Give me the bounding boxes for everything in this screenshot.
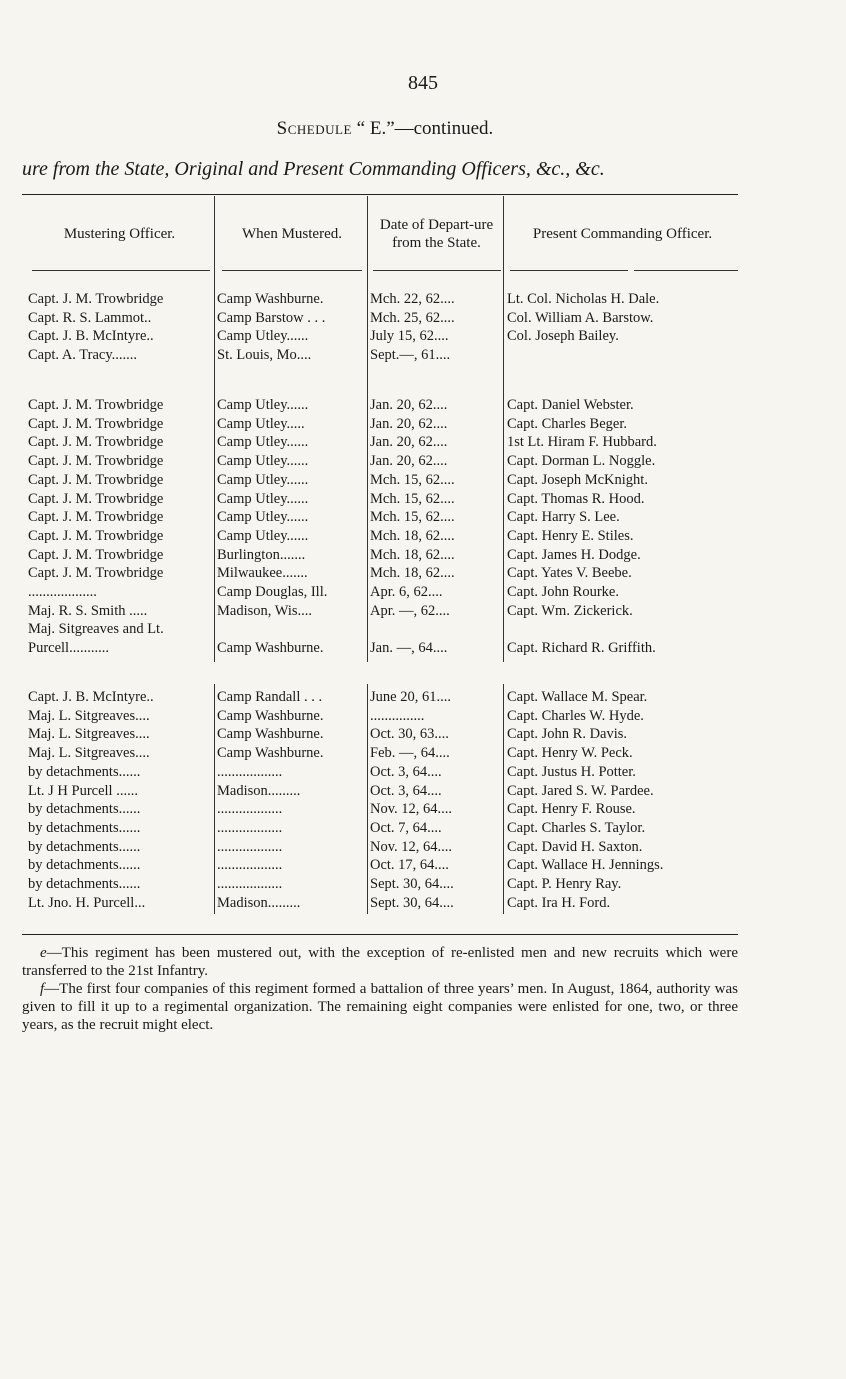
table-row <box>0 602 846 621</box>
table-row <box>0 415 846 434</box>
cell-mustering-officer: by detachments...... <box>28 838 141 855</box>
table-row <box>0 744 846 763</box>
cell-departure-date: June 20, 61.... <box>370 689 451 705</box>
cell-when-mustered: Camp Barstow . . . <box>217 309 326 326</box>
cell-present-officer: Capt. Wallace M. Spear. <box>507 689 648 705</box>
table-row <box>0 396 846 415</box>
cell-mustering-officer: by detachments...... <box>28 763 141 780</box>
cell-present-officer: 1st Lt. Hiram F. Hubbard. <box>507 434 657 451</box>
table-row <box>0 707 846 726</box>
header-present-commanding: Present Commanding Officer. <box>532 226 713 242</box>
table-row <box>0 433 846 452</box>
cell-present-officer: Capt. John R. Davis. <box>507 726 628 743</box>
table-row <box>0 894 846 913</box>
cell-when-mustered: Camp Washburne. <box>217 707 324 724</box>
cell-mustering-officer: Capt. J. M. Trowbridge <box>28 471 164 488</box>
cell-departure-date: Apr. —, 62.... <box>370 602 450 619</box>
cell-when-mustered: Camp Washburne. <box>217 291 324 307</box>
cell-mustering-officer: Capt. J. B. McIntyre.. <box>28 689 154 705</box>
cell-present-officer: Capt. Henry E. Stiles. <box>507 527 634 544</box>
cell-present-officer: Capt. Charles S. Taylor. <box>507 819 646 836</box>
header-underline-4a <box>510 270 628 271</box>
footnote-f <box>22 980 738 1034</box>
table-subtitle: ure from the State, Original and Present Commanding Officers, &c., &c. <box>22 158 605 180</box>
cell-present-officer: Capt. Richard R. Griffith. <box>507 640 656 657</box>
cell-mustering-officer: Maj. L. Sitgreaves.... <box>28 707 150 724</box>
cell-mustering-officer: Maj. Sitgreaves and Lt. <box>28 621 164 638</box>
cell-mustering-officer: Capt. J. M. Trowbridge <box>28 453 164 470</box>
table-row <box>0 508 846 527</box>
cell-present-officer: Capt. Dorman L. Noggle. <box>507 453 656 470</box>
cell-present-officer: Capt. Charles W. Hyde. <box>507 707 644 724</box>
cell-departure-date: Oct. 7, 64.... <box>370 819 442 836</box>
cell-when-mustered: Camp Utley...... <box>217 453 309 470</box>
table-row <box>0 527 846 546</box>
cell-present-officer: Capt. Jared S. W. Pardee. <box>507 782 654 799</box>
cell-when-mustered: Madison......... <box>217 782 301 799</box>
cell-when-mustered: Camp Utley...... <box>217 328 309 345</box>
cell-when-mustered: Camp Utley..... <box>217 415 305 432</box>
cell-departure-date: Mch. 25, 62.... <box>370 309 455 326</box>
schedule-title-rest: “ E.”—continued. <box>351 118 494 139</box>
cell-departure-date: Mch. 18, 62.... <box>370 546 455 563</box>
table-row <box>0 725 846 744</box>
cell-departure-date: Mch. 15, 62.... <box>370 490 455 507</box>
cell-when-mustered: St. Louis, Mo.... <box>217 347 312 364</box>
cell-departure-date: Mch. 15, 62.... <box>370 509 455 526</box>
cell-mustering-officer: Capt. J. M. Trowbridge <box>28 490 164 507</box>
cell-departure-date: Feb. —, 64.... <box>370 745 450 762</box>
table-row <box>0 327 846 346</box>
cell-mustering-officer: Capt. J. M. Trowbridge <box>28 509 164 526</box>
cell-departure-date: Sept.—, 61.... <box>370 347 451 364</box>
table-row <box>0 490 846 509</box>
table-row <box>0 838 846 857</box>
cell-departure-date: Apr. 6, 62.... <box>370 584 443 600</box>
cell-departure-date: Oct. 17, 64.... <box>370 857 449 874</box>
cell-departure-date: Sept. 30, 64.... <box>370 876 454 892</box>
cell-departure-date: Nov. 12, 64.... <box>370 801 453 818</box>
cell-present-officer: Capt. Harry S. Lee. <box>507 509 620 526</box>
cell-when-mustered: Camp Utley...... <box>217 527 309 544</box>
cell-when-mustered: Camp Washburne. <box>217 640 324 657</box>
cell-mustering-officer: Maj. R. S. Smith ..... <box>28 602 148 619</box>
cell-present-officer: Capt. Ira H. Ford. <box>507 894 611 911</box>
cell-mustering-officer: Capt. J. M. Trowbridge <box>28 291 164 307</box>
footnotes <box>22 944 738 1034</box>
cell-present-officer: Col. Joseph Bailey. <box>507 328 619 345</box>
cell-present-officer: Capt. Thomas R. Hood. <box>507 490 645 507</box>
cell-when-mustered: Camp Utley...... <box>217 434 309 451</box>
cell-mustering-officer: Lt. Jno. H. Purcell... <box>28 894 146 911</box>
cell-when-mustered: .................. <box>217 857 283 874</box>
cell-mustering-officer: Capt. J. M. Trowbridge <box>28 565 164 582</box>
cell-departure-date: Jan. 20, 62.... <box>370 397 448 413</box>
cell-when-mustered: .................. <box>217 819 283 836</box>
cell-mustering-officer: Capt. A. Tracy....... <box>28 347 138 364</box>
cell-mustering-officer: Maj. L. Sitgreaves.... <box>28 745 150 762</box>
cell-present-officer: Capt. James H. Dodge. <box>507 546 641 563</box>
cell-present-officer: Capt. Wm. Zickerick. <box>507 602 633 619</box>
table-row <box>0 546 846 565</box>
header-underline-1 <box>32 270 210 271</box>
cell-when-mustered: Camp Utley...... <box>217 397 309 413</box>
cell-present-officer: Capt. Yates V. Beebe. <box>507 565 632 582</box>
cell-mustering-officer: by detachments...... <box>28 819 141 836</box>
cell-when-mustered: Camp Douglas, Ill. <box>217 584 328 600</box>
cell-mustering-officer: Capt. J. M. Trowbridge <box>28 527 164 544</box>
cell-mustering-officer: Lt. J H Purcell ...... <box>28 782 138 799</box>
cell-departure-date: Jan. —, 64.... <box>370 640 448 657</box>
cell-mustering-officer: Purcell........... <box>28 640 109 657</box>
table-row <box>0 583 846 602</box>
bottom-rule <box>22 934 738 935</box>
cell-present-officer: Lt. Col. Nicholas H. Dale. <box>507 291 660 307</box>
table-row <box>0 819 846 838</box>
cell-mustering-officer: Capt. J. M. Trowbridge <box>28 397 164 413</box>
cell-when-mustered: Camp Washburne. <box>217 745 324 762</box>
cell-mustering-officer: ................... <box>28 584 97 600</box>
header-mustering-officer: Mustering Officer. <box>63 226 176 242</box>
cell-when-mustered: .................. <box>217 763 283 780</box>
cell-when-mustered: .................. <box>217 838 283 855</box>
cell-departure-date: Sept. 30, 64.... <box>370 894 454 911</box>
table-row <box>0 800 846 819</box>
cell-present-officer: Capt. P. Henry Ray. <box>507 876 622 892</box>
table-row <box>0 564 846 583</box>
cell-present-officer: Capt. Daniel Webster. <box>507 397 634 413</box>
table-row <box>0 471 846 490</box>
cell-departure-date: Jan. 20, 62.... <box>370 453 448 470</box>
cell-mustering-officer: by detachments...... <box>28 801 141 818</box>
cell-when-mustered: .................. <box>217 801 283 818</box>
cell-mustering-officer: Maj. L. Sitgreaves.... <box>28 726 150 743</box>
cell-when-mustered: Camp Utley...... <box>217 471 309 488</box>
header-underline-4b <box>634 270 738 271</box>
page-number: 845 <box>408 72 438 94</box>
header-underline-2 <box>222 270 362 271</box>
cell-when-mustered: Milwaukee....... <box>217 565 308 582</box>
cell-present-officer: Capt. Henry F. Rouse. <box>507 801 636 818</box>
cell-mustering-officer: Capt. J. M. Trowbridge <box>28 415 164 432</box>
table-row <box>0 290 846 309</box>
footnote-e <box>22 944 738 980</box>
cell-present-officer: Col. William A. Barstow. <box>507 309 654 326</box>
table-row <box>0 452 846 471</box>
cell-present-officer: Capt. Joseph McKnight. <box>507 471 648 488</box>
cell-present-officer: Capt. David H. Saxton. <box>507 838 643 855</box>
table-row <box>0 688 846 707</box>
cell-mustering-officer: Capt. J. M. Trowbridge <box>28 546 164 563</box>
cell-departure-date: Mch. 22, 62.... <box>370 291 455 307</box>
table-row <box>0 346 846 365</box>
footnote-e-marker: e <box>40 945 47 961</box>
cell-departure-date: Mch. 18, 62.... <box>370 527 455 544</box>
cell-departure-date: Mch. 18, 62.... <box>370 565 455 582</box>
cell-departure-date: Nov. 12, 64.... <box>370 838 453 855</box>
cell-when-mustered: Camp Utley...... <box>217 509 309 526</box>
footnote-f-marker: f <box>40 981 45 997</box>
cell-departure-date: July 15, 62.... <box>370 328 449 345</box>
cell-departure-date: Mch. 15, 62.... <box>370 471 455 488</box>
cell-mustering-officer: by detachments...... <box>28 857 141 874</box>
table-row <box>0 856 846 875</box>
cell-when-mustered: Camp Utley...... <box>217 490 309 507</box>
cell-present-officer: Capt. Wallace H. Jennings. <box>507 857 664 874</box>
table-row <box>0 875 846 894</box>
top-rule <box>22 194 738 195</box>
schedule-title-prefix: Schedule <box>276 118 352 139</box>
footnote-e-text: —This regiment has been mustered out, with the exception of re-enlisted men and new recruits which were transferred to the 21st Infantry. <box>22 945 738 979</box>
table-row <box>0 763 846 782</box>
cell-mustering-officer: by detachments...... <box>28 876 141 892</box>
table-row <box>0 620 846 639</box>
cell-present-officer: Capt. Justus H. Potter. <box>507 763 636 780</box>
cell-departure-date: Oct. 30, 63.... <box>370 726 449 743</box>
cell-departure-date: Oct. 3, 64.... <box>370 782 442 799</box>
cell-when-mustered: Madison, Wis.... <box>217 602 313 619</box>
cell-departure-date: Oct. 3, 64.... <box>370 763 442 780</box>
cell-when-mustered: Burlington....... <box>217 546 306 563</box>
cell-present-officer: Capt. Charles Beger. <box>507 415 628 432</box>
cell-departure-date: Jan. 20, 62.... <box>370 415 448 432</box>
cell-when-mustered: Camp Randall . . . <box>217 689 323 705</box>
schedule-title <box>0 118 770 140</box>
cell-mustering-officer: Capt. R. S. Lammot.. <box>28 309 152 326</box>
cell-present-officer: Capt. Henry W. Peck. <box>507 745 633 762</box>
table-row <box>0 639 846 658</box>
cell-when-mustered: .................. <box>217 876 283 892</box>
cell-mustering-officer: Capt. J. B. McIntyre.. <box>28 328 154 345</box>
header-underline-3 <box>373 270 501 271</box>
table-row <box>0 782 846 801</box>
cell-mustering-officer: Capt. J. M. Trowbridge <box>28 434 164 451</box>
cell-present-officer: Capt. John Rourke. <box>507 584 619 600</box>
cell-departure-date: ............... <box>370 707 425 724</box>
cell-departure-date: Jan. 20, 62.... <box>370 434 448 451</box>
header-date-of-departure: Date of Depart-ure from the State. <box>379 217 494 251</box>
cell-when-mustered: Madison......... <box>217 894 301 911</box>
header-when-mustered: When Mustered. <box>242 226 342 242</box>
footnote-f-text: —The first four companies of this regiment formed a battalion of three years’ men. In August, 1864, authority was given to fill it up to a regimental organization. The remaining eight companies were enlisted for one, two, or three years, as the recruit might elect. <box>22 981 738 1033</box>
cell-when-mustered: Camp Washburne. <box>217 726 324 743</box>
table-row <box>0 309 846 328</box>
